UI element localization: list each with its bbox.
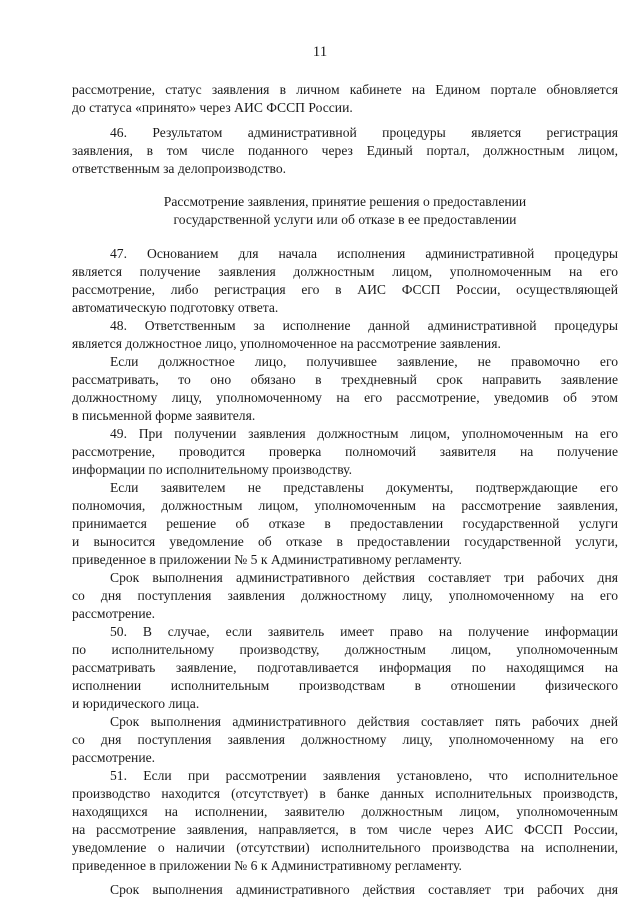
text-line: находящихся на исполнении, заявителю должностным лицом, уполномоченным <box>72 804 618 819</box>
text-line: 47. Основанием для начала исполнения административной процедуры <box>110 246 618 261</box>
text-line: со дня поступления заявления должностному лицу, уполномоченному на его <box>72 588 618 603</box>
text-line: информации по исполнительному производству. <box>72 462 353 477</box>
text-line: производство находится (отсутствует) в банке данных исполнительных производств, <box>72 786 618 801</box>
text-line: 46. Результатом административной процедуры является регистрация <box>110 125 618 140</box>
text-line: рассмотрение, статус заявления в личном кабинете на Едином портале обновляется <box>72 82 618 97</box>
text-line: рассмотрение, проводится проверка полномочий заявителя на получение <box>72 444 618 459</box>
text-line: принимается решение об отказе в предоставлении государственной услуги <box>72 516 618 531</box>
text-line: 51. Если при рассмотрении заявления установлено, что исполнительное <box>110 768 618 783</box>
text-line: на рассмотрение заявления, направляется, в том числе через АИС ФССП России, <box>72 822 618 837</box>
text-line: рассматривать заявление, подготавливается информация по находящимся на <box>72 660 618 675</box>
text-line: 48. Ответственным за исполнение данной административной процедуры <box>110 318 618 333</box>
text-line: полномочия, должностным лицом, уполномоченным на рассмотрение заявления, <box>72 498 618 513</box>
text-line: является получение заявления должностным лицом, уполномоченным на его <box>72 264 618 279</box>
text-line: заявления, в том числе поданного через Единый портал, должностным лицом, <box>72 143 618 158</box>
text-line: и выносится уведомление об отказе в предоставлении государственной услуги, <box>72 534 618 549</box>
text-line: 50. В случае, если заявитель имеет право на получение информации <box>110 624 618 639</box>
text-line: Срок выполнения административного действия составляет пять рабочих дней <box>110 714 618 729</box>
text-line: 49. При получении заявления должностным лицом, уполномоченным на его <box>110 426 618 441</box>
text-line: в письменной форме заявителя. <box>72 408 256 423</box>
text-line: исполнении исполнительным производствам в отношении физического <box>72 678 618 693</box>
text-line: со дня поступления заявления должностному лицу, уполномоченному на его <box>72 732 618 747</box>
section-heading-line: государственной услуги или об отказе в ее предоставлении <box>173 212 517 227</box>
text-line: уведомление о наличии (отсутствии) исполнительного производства на исполнении, <box>72 840 618 855</box>
text-line: рассмотрение. <box>72 750 156 765</box>
text-line: должностному лицу, уполномоченному на его рассмотрение, уведомив об этом <box>72 390 618 405</box>
text-line: ответственным за делопроизводство. <box>72 161 287 176</box>
text-line: автоматическую подготовку ответа. <box>72 300 279 315</box>
page-number: 11 <box>312 44 328 60</box>
text-line: до статуса «принято» через АИС ФССП России. <box>72 100 353 115</box>
text-line: приведенное в приложении № 6 к Административному регламенту. <box>72 858 462 873</box>
text-line: Срок выполнения административного действия составляет три рабочих дня <box>110 570 618 585</box>
text-line: по исполнительному производству, должностным лицом, уполномоченным <box>72 642 618 657</box>
text-line: приведенное в приложении № 5 к Административному регламенту. <box>72 552 462 567</box>
text-line: Если заявителем не представлены документы, подтверждающие его <box>110 480 618 495</box>
text-line: Срок выполнения административного действия составляет три рабочих дня <box>110 882 618 897</box>
text-line: Если должностное лицо, получившее заявление, не правомочно его <box>110 354 618 369</box>
section-heading-line: Рассмотрение заявления, принятие решения о предоставлении <box>163 194 527 209</box>
text-line: рассматривать, то оно обязано в трехдневный срок направить заявление <box>72 372 618 387</box>
text-line: рассмотрение, либо регистрация его в АИС ФССП России, осуществляющей <box>72 282 618 297</box>
text-line: рассмотрение. <box>72 606 156 621</box>
text-line: и юридического лица. <box>72 696 200 711</box>
text-line: является должностное лицо, уполномоченное на рассмотрение заявления. <box>72 336 501 351</box>
